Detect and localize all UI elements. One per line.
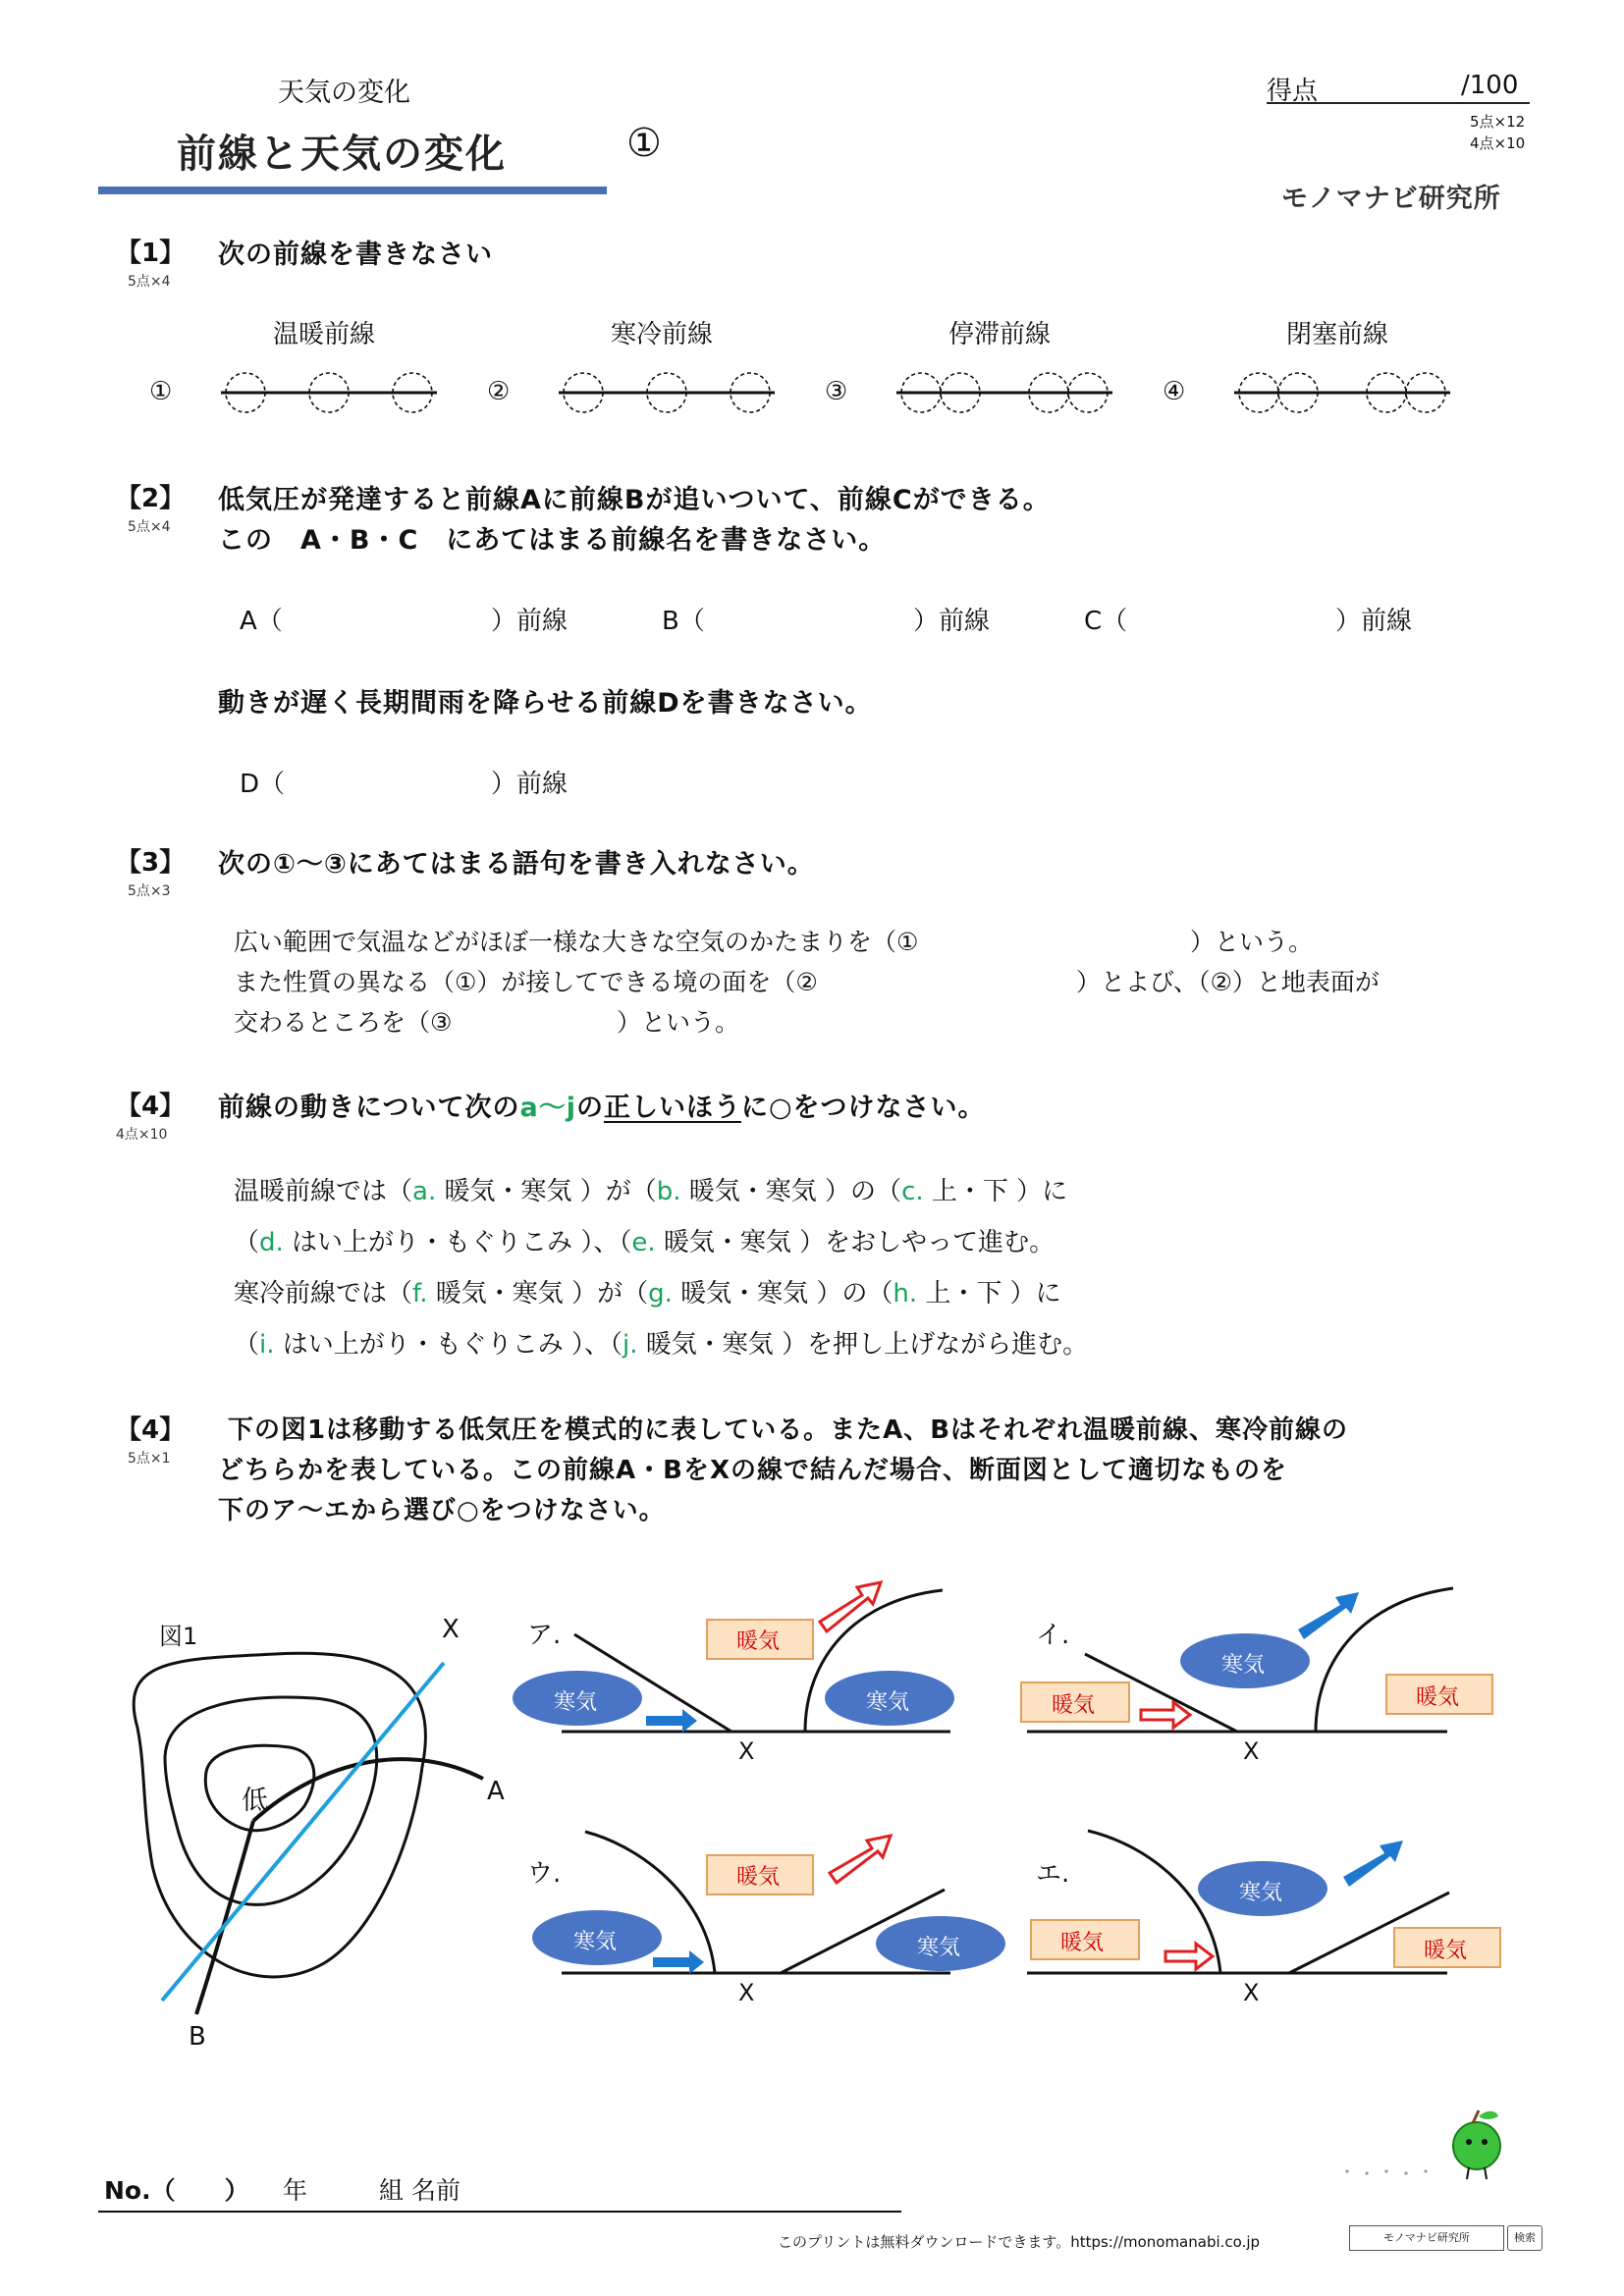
q4-choice-h: h.	[893, 1279, 918, 1308]
footer-year: 年	[283, 2176, 308, 2205]
q4-prompt-a: 前線の動きについて次の	[218, 1093, 520, 1123]
score-total: /100	[1461, 71, 1519, 100]
figure1-label: 図1	[159, 1623, 198, 1650]
q2-blank-c-open: C（	[1084, 607, 1128, 636]
q4-prompt-underlined: 正しいほう	[603, 1093, 741, 1123]
q4-l3-t2: 暖気・寒気 ）が（	[427, 1279, 649, 1308]
q3-line2a: また性質の異なる（①）が接してできる境の面を（②	[234, 968, 818, 996]
option-i-cold: 寒気	[1221, 1653, 1266, 1678]
points-breakdown-1: 5点×12	[1470, 113, 1526, 131]
q5-line3: 下のア～エから選び○をつけなさい。	[218, 1496, 666, 1525]
worksheet-number: ①	[626, 121, 662, 166]
score-label: 得点	[1267, 77, 1319, 106]
option-a-cold2: 寒気	[866, 1690, 910, 1715]
q2-blank-b-open: B（	[662, 607, 705, 636]
q1-label-warm: 温暖前線	[273, 320, 376, 349]
q3-line3b: ）という。	[617, 1008, 740, 1037]
q2-blank-b-close: ）前線	[913, 607, 991, 636]
figure1-b-label: B	[189, 2022, 206, 2052]
q4-choice-b: b.	[656, 1177, 681, 1206]
option-u-warm: 暖気	[736, 1865, 781, 1890]
q3-line2b: ）とよび、（②）と地表面が	[1076, 968, 1380, 996]
q4-l1-t0: 温暖前線では（	[234, 1177, 413, 1206]
q5-number: 【4】	[116, 1415, 186, 1445]
q1-label-cold: 寒冷前線	[611, 320, 714, 349]
option-u-cold2: 寒気	[917, 1936, 961, 1960]
option-i-warm2: 暖気	[1416, 1685, 1460, 1710]
points-breakdown-2: 4点×10	[1470, 134, 1526, 152]
q1-label-stationary: 停滞前線	[948, 320, 1052, 349]
footer-class-name: 組 名前	[379, 2176, 460, 2205]
q2-points: 5点×4	[128, 519, 171, 535]
q2-blank-d-close: ）前線	[491, 770, 568, 799]
q1-label-occluded: 閉塞前線	[1286, 320, 1389, 349]
q4-l1-t2: 暖気・寒気 ）が（	[436, 1177, 657, 1206]
q4-choice-e: e.	[631, 1228, 656, 1257]
footer-no-label: No.（ ）	[104, 2176, 249, 2205]
option-i-warm1: 暖気	[1052, 1693, 1096, 1718]
q3-prompt: 次の①～③にあてはまる語句を書き入れなさい。	[218, 849, 815, 880]
q4-choice-c: c.	[901, 1177, 924, 1206]
q5-line2: どちらかを表している。この前線A・BをXの線で結んだ場合、断面図として適切なものを	[218, 1456, 1287, 1485]
q4-l4-t0: （	[234, 1330, 260, 1360]
option-e-warm2: 暖気	[1424, 1939, 1468, 1963]
q4-choice-d: d.	[259, 1228, 284, 1257]
q4-points: 4点×10	[116, 1127, 168, 1143]
q4-l1-t4: 暖気・寒気 ）の（	[680, 1177, 902, 1206]
q5-points: 5点×1	[128, 1451, 171, 1467]
q2-prompt-d: 動きが遅く長期間雨を降らせる前線Dを書きなさい。	[218, 688, 873, 719]
option-e-cold: 寒気	[1239, 1881, 1283, 1905]
q4-l3-t0: 寒冷前線では（	[234, 1279, 413, 1308]
option-a-warm: 暖気	[736, 1629, 781, 1654]
q3-line1b: ）という。	[1190, 928, 1314, 956]
option-a-mark: ア.	[527, 1621, 562, 1650]
apple-mascot-icon	[1345, 2110, 1500, 2179]
q3-line1a: 広い範囲で気温などがほぼ一様な大きな空気のかたまりを（①	[234, 928, 919, 956]
q3-line3a: 交わるところを（③	[234, 1008, 453, 1037]
option-e-x: X	[1243, 1979, 1260, 2006]
q5-line1: 下の図1は移動する低気圧を模式的に表している。またA、Bはそれぞれ温暖前線、寒冷前線の	[228, 1415, 1349, 1445]
option-a-x: X	[738, 1737, 755, 1765]
option-u-x: X	[738, 1979, 755, 2006]
option-a-cold1: 寒気	[554, 1690, 598, 1715]
q4-l2-t2: はい上がり・もぐりこみ ）、（	[283, 1228, 632, 1257]
q3-points: 5点×3	[128, 883, 171, 899]
q4-choice-f: f.	[412, 1279, 428, 1308]
q4-prompt-range: a～j	[519, 1093, 576, 1123]
front-line-b	[196, 1821, 253, 2014]
figure1-a-label: A	[487, 1777, 505, 1806]
q1-mark-1: ①	[149, 377, 173, 406]
subject-label: 天気の変化	[278, 78, 410, 108]
option-i-x: X	[1243, 1737, 1260, 1765]
q1-mark-4: ④	[1163, 377, 1186, 406]
q4-choice-j: j.	[623, 1330, 638, 1360]
option-u-cold1: 寒気	[573, 1930, 618, 1954]
option-e-warm1: 暖気	[1060, 1931, 1105, 1955]
q4-l2-t0: （	[234, 1228, 260, 1257]
q1-mark-3: ③	[825, 377, 848, 406]
q1-points: 5点×4	[128, 274, 171, 290]
figure1-low-label: 低	[242, 1786, 268, 1816]
front-symbol-warm	[221, 373, 437, 412]
q4-prompt-c: に○をつけなさい。	[740, 1093, 986, 1123]
front-line-a	[253, 1759, 483, 1821]
q2-prompt-line2: この A・B・C にあてはまる前線名を書きなさい。	[218, 525, 887, 556]
q4-number: 【4】	[116, 1092, 186, 1121]
q4-choice-a: a.	[412, 1177, 437, 1206]
q4-l4-t4: 暖気・寒気 ）を押し上げながら進む。	[637, 1330, 1089, 1360]
page-title: 前線と天気の変化	[177, 132, 507, 177]
q4-l4-t2: はい上がり・もぐりこみ ）、（	[274, 1330, 623, 1360]
figure1-x-label: X	[442, 1615, 460, 1644]
q4-choice-g: g.	[648, 1279, 673, 1308]
footer-download-text: このプリントは無料ダウンロードできます。https://monomanabi.co.jp	[778, 2233, 1261, 2251]
q4-l3-t4: 暖気・寒気 ）の（	[672, 1279, 893, 1308]
q4-choice-i: i.	[259, 1330, 275, 1360]
figure1-isobars	[134, 1653, 425, 1977]
q2-blank-a-close: ）前線	[491, 607, 568, 636]
option-i-mark: イ.	[1036, 1621, 1070, 1650]
footer-search-box[interactable]: モノマナビ研究所	[1349, 2225, 1504, 2251]
cross-section-line-x	[162, 1663, 444, 2001]
q4-l1-t6: 上・下 ）に	[923, 1177, 1068, 1206]
q2-blank-a-open: A（	[240, 607, 283, 636]
q2-prompt-line1: 低気圧が発達すると前線Aに前線Bが追いついて、前線Cができる。	[218, 485, 1051, 515]
q2-blank-d-open: D（	[240, 770, 286, 799]
front-symbol-cold	[559, 373, 775, 412]
q4-l2-t4: 暖気・寒気 ）をおしやって進む。	[655, 1228, 1056, 1257]
option-u-mark: ウ.	[527, 1859, 562, 1889]
footer-search-button[interactable]: 検索	[1507, 2225, 1543, 2251]
q4-l3-t6: 上・下 ）に	[917, 1279, 1061, 1308]
q2-blank-c-close: ）前線	[1335, 607, 1413, 636]
q1-prompt: 次の前線を書きなさい	[218, 240, 493, 270]
q1-mark-2: ②	[487, 377, 511, 406]
q4-prompt-b: の	[575, 1093, 604, 1123]
front-symbol-stationary	[896, 373, 1112, 412]
q3-number: 【3】	[116, 848, 186, 878]
q1-number: 【1】	[116, 239, 186, 268]
option-e-mark: エ.	[1036, 1859, 1070, 1889]
brand-logo: モノマナビ研究所	[1281, 184, 1501, 214]
q2-number: 【2】	[116, 484, 186, 513]
front-symbol-occluded	[1234, 373, 1450, 412]
